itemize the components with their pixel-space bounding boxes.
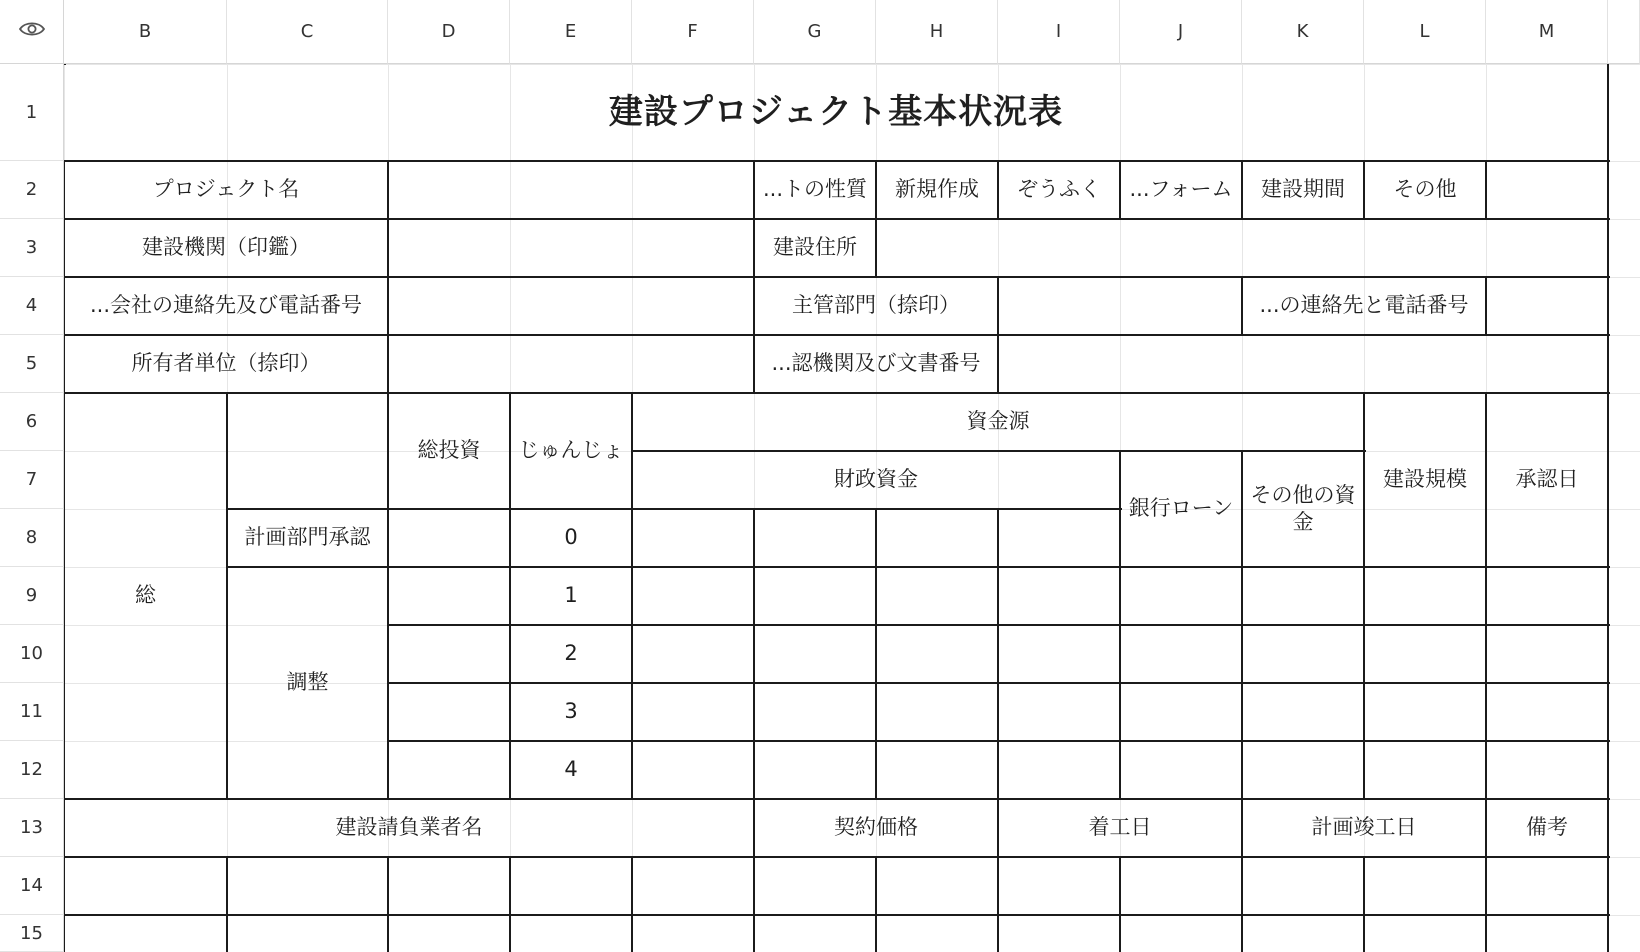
seq-0[interactable]: 0: [564, 525, 578, 550]
seq-2[interactable]: 2: [564, 641, 578, 666]
row-header-8[interactable]: 8: [0, 509, 64, 567]
construction-period-label[interactable]: 建設期間: [1261, 177, 1345, 202]
start-date-header[interactable]: 着工日: [1088, 815, 1152, 840]
row-header-10[interactable]: 10: [0, 625, 64, 683]
row-header-6[interactable]: 6: [0, 393, 64, 451]
project-name-label[interactable]: プロジェクト名: [152, 177, 300, 202]
total-label[interactable]: 総: [135, 583, 156, 608]
border-v: [1119, 857, 1121, 952]
fiscal-funds-header[interactable]: 財政資金: [834, 467, 918, 492]
nature-blank[interactable]: [1486, 161, 1608, 219]
column-header-I[interactable]: I: [998, 0, 1120, 64]
row-header-13[interactable]: 13: [0, 799, 64, 857]
company-contact-value[interactable]: [388, 277, 754, 335]
row-header-3[interactable]: 3: [0, 219, 64, 277]
column-header-L[interactable]: L: [1364, 0, 1486, 64]
border-v: [509, 857, 511, 952]
border-v: [1363, 857, 1365, 952]
border-v: [631, 857, 633, 952]
nature-reform[interactable]: ...フォーム: [1129, 177, 1233, 202]
approval-doc-value[interactable]: [998, 335, 1608, 393]
border-v: [226, 857, 228, 952]
dept-contact-label[interactable]: ...の連絡先と電話番号: [1259, 293, 1469, 318]
build-scale-header[interactable]: 建設規模: [1383, 467, 1467, 492]
column-header-E[interactable]: E: [510, 0, 632, 64]
column-header-C[interactable]: C: [227, 0, 388, 64]
remarks-header[interactable]: 備考: [1526, 815, 1568, 840]
approval-doc-label[interactable]: ...認機関及び文書番号: [771, 351, 981, 376]
dept-contact-value[interactable]: [1486, 277, 1608, 335]
border-h: [64, 914, 1610, 916]
column-header-G[interactable]: G: [754, 0, 876, 64]
row-header-14[interactable]: 14: [0, 857, 64, 915]
column-header-K[interactable]: K: [1242, 0, 1364, 64]
sheet-title[interactable]: 建設プロジェクト基本状況表: [608, 92, 1064, 133]
header-blank[interactable]: [227, 393, 388, 509]
seq-1[interactable]: 1: [564, 583, 578, 608]
seq-3[interactable]: 3: [564, 699, 578, 724]
row-header-5[interactable]: 5: [0, 335, 64, 393]
row-header-9[interactable]: 9: [0, 567, 64, 625]
supervising-dept-value[interactable]: [998, 277, 1242, 335]
planned-completion-header[interactable]: 計画竣工日: [1311, 815, 1417, 840]
column-header-D[interactable]: D: [388, 0, 510, 64]
column-header-F[interactable]: F: [632, 0, 754, 64]
border-v: [1485, 857, 1487, 952]
seq-4[interactable]: 4: [564, 757, 578, 782]
total-investment-header[interactable]: 総投資: [417, 438, 481, 463]
adjustment-label[interactable]: 調整: [286, 670, 329, 695]
visibility-toggle[interactable]: [0, 0, 64, 64]
owner-label[interactable]: 所有者単位（捺印）: [131, 351, 321, 376]
row-header-4[interactable]: 4: [0, 277, 64, 335]
company-contact-label[interactable]: ...会社の連絡先及び電話番号: [89, 293, 363, 318]
nature-other[interactable]: その他: [1393, 177, 1457, 202]
border-v: [387, 857, 389, 952]
build-address-label[interactable]: 建設住所: [773, 235, 857, 260]
column-header-M[interactable]: M: [1486, 0, 1608, 64]
supervising-dept-label[interactable]: 主管部門（捺印）: [792, 293, 960, 318]
order-header[interactable]: じゅんじょ: [518, 438, 624, 463]
bank-loan-header[interactable]: 銀行ローン: [1128, 496, 1234, 521]
border-v: [1241, 857, 1243, 952]
eye-icon: [19, 20, 45, 43]
project-name-value[interactable]: [388, 161, 754, 219]
row-header-1[interactable]: 1: [0, 64, 64, 161]
planning-approval-label[interactable]: 計画部門承認: [244, 525, 371, 550]
nature-expansion[interactable]: ぞうふく: [1017, 177, 1101, 202]
other-funds-header[interactable]: その他の資金: [1250, 482, 1356, 534]
contractor-name-header[interactable]: 建設請負業者名: [335, 815, 483, 840]
builder-label[interactable]: 建設機関（印鑑）: [142, 235, 310, 260]
column-header-blank: [1608, 0, 1640, 64]
border-v: [997, 509, 999, 799]
row-header-12[interactable]: 12: [0, 741, 64, 799]
column-header-H[interactable]: H: [876, 0, 998, 64]
row-header-11[interactable]: 11: [0, 683, 64, 741]
border-v: [753, 509, 755, 799]
column-header-J[interactable]: J: [1120, 0, 1242, 64]
column-header-B[interactable]: B: [64, 0, 227, 64]
row-header-2[interactable]: 2: [0, 161, 64, 219]
border-v: [997, 857, 999, 952]
build-address-value[interactable]: [876, 219, 1608, 277]
border-v: [753, 857, 755, 952]
row-header-15[interactable]: 15: [0, 915, 64, 952]
builder-value[interactable]: [388, 219, 754, 277]
nature-new-build[interactable]: 新規作成: [895, 177, 979, 202]
border-v: [875, 509, 877, 799]
owner-value[interactable]: [388, 335, 754, 393]
project-nature-label[interactable]: ...トの性質: [762, 177, 868, 202]
contract-price-header[interactable]: 契約価格: [834, 815, 918, 840]
row-header-7[interactable]: 7: [0, 451, 64, 509]
border-v: [875, 857, 877, 952]
funding-source-header[interactable]: 資金源: [966, 409, 1030, 434]
approval-date-header[interactable]: 承認日: [1515, 467, 1579, 492]
